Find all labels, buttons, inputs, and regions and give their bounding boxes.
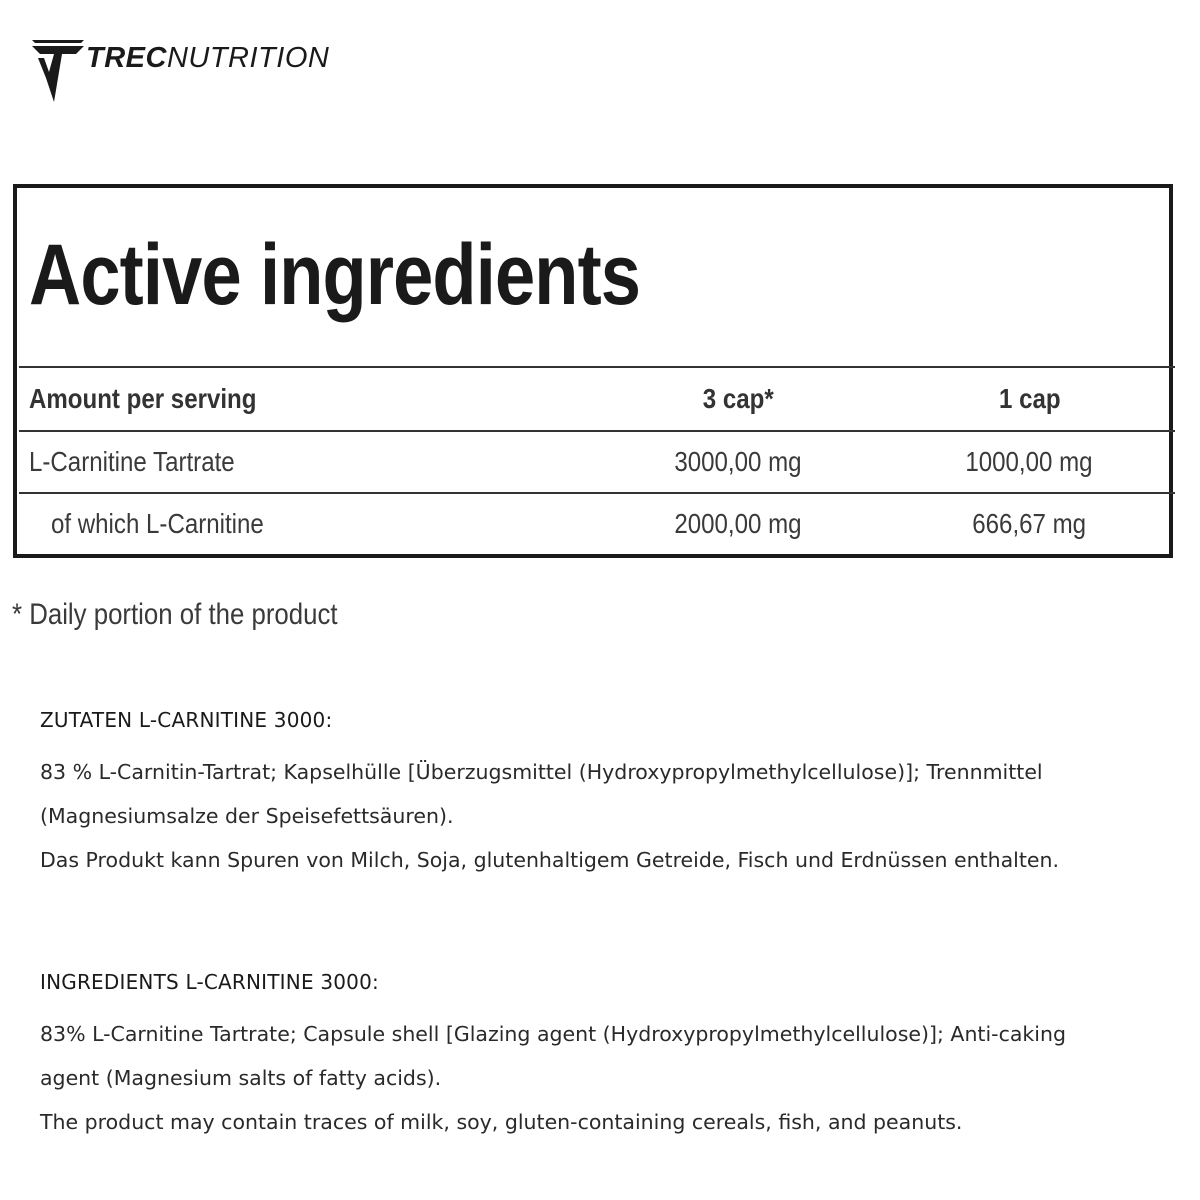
ingredients-german-line: (Magnesiumsalze der Speisefettsäuren). [40,804,454,828]
brand-name-bold: TREC [86,42,167,74]
ingredients-german-line: 83 % L-Carnitin-Tartrat; Kapselhülle [Überzugsmittel (Hydroxypropylmethylcellulose)]; Trennmittel [40,760,1043,784]
active-ingredients-panel [13,184,1173,558]
table-row [19,493,1175,554]
ingredients-german [40,708,1160,882]
header-1-cap: 1 cap [884,367,1175,431]
ingredients-german-line: Das Produkt kann Spuren von Milch, Soja, glutenhaltigem Getreide, Fisch und Erdnüssen enthalten. [40,848,1060,872]
row-name: of which L-Carnitine [19,493,593,554]
table-header-row [19,367,1175,431]
ingredients-english-line: 83% L-Carnitine Tartrate; Capsule shell [Glazing agent (Hydroxypropylmethylcellulose)]; Anti-caking [40,1022,1066,1046]
row-value-3-cap: 3000,00 mg [593,431,884,493]
header-3-cap: 3 cap* [593,367,884,431]
row-value-3-cap: 2000,00 mg [593,493,884,554]
row-value-1-cap: 666,67 mg [884,493,1175,554]
trec-triangle-logo-icon [32,40,84,106]
header-amount-per-serving: Amount per serving [19,367,593,431]
ingredients-english [40,970,1160,1144]
ingredients-german-heading: ZUTATEN L-CARNITINE 3000: [40,708,333,732]
ingredients-english-line: The product may contain traces of milk, soy, gluten-containing cereals, fish, and peanuts. [40,1110,963,1134]
brand-name [86,44,329,73]
row-name: L-Carnitine Tartrate [19,431,593,493]
brand-logo [32,40,329,106]
ingredients-english-heading: INGREDIENTS L-CARNITINE 3000: [40,970,379,994]
daily-portion-footnote: * Daily portion of the product [12,598,338,631]
table-row [19,431,1175,493]
brand-name-light: NUTRITION [166,42,330,74]
panel-title: Active ingredients [29,227,641,323]
row-value-1-cap: 1000,00 mg [884,431,1175,493]
ingredients-table [19,366,1175,554]
ingredients-english-line: agent (Magnesium salts of fatty acids). [40,1066,442,1090]
